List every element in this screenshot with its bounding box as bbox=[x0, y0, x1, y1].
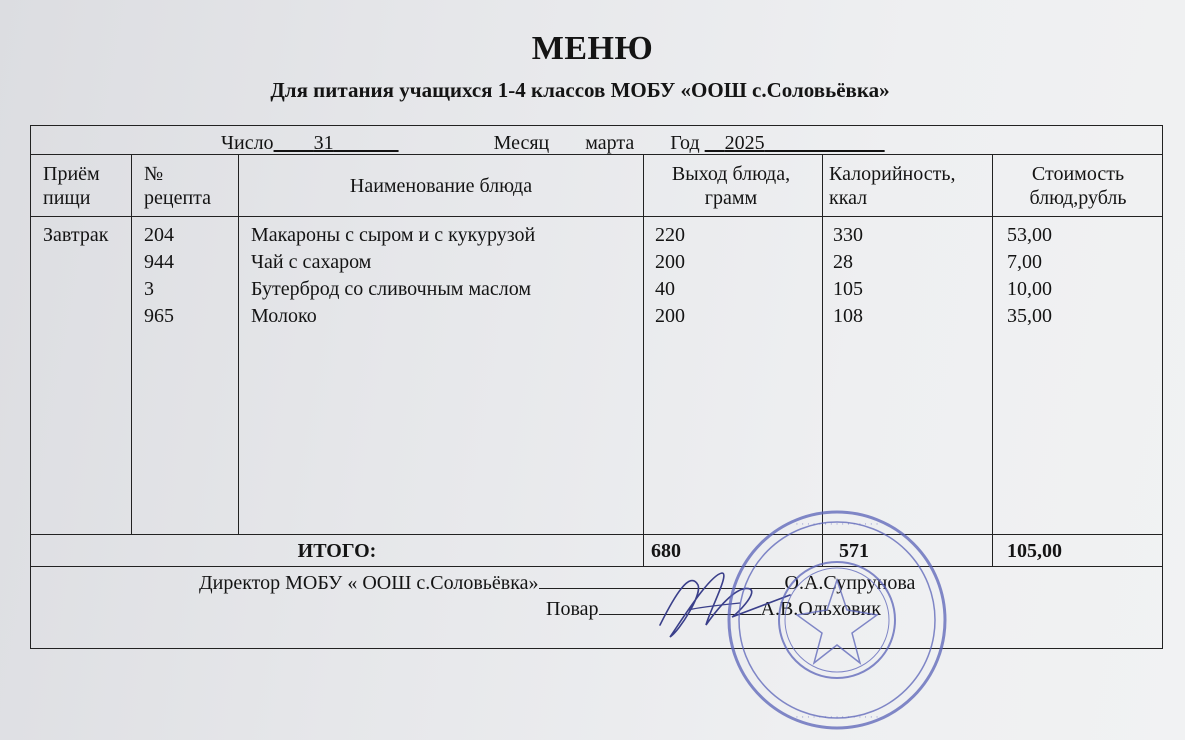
col-divider bbox=[643, 154, 644, 566]
col-divider bbox=[992, 154, 993, 566]
yield-cell: 220 bbox=[655, 224, 685, 246]
row-divider bbox=[31, 566, 1162, 567]
dish-cell: Макароны с сыром и с кукурузой bbox=[251, 224, 536, 246]
cost-cell: 7,00 bbox=[1007, 251, 1042, 273]
recipe-cell: 204 bbox=[144, 224, 174, 246]
dish-cell: Молоко bbox=[251, 305, 317, 327]
recipe-column bbox=[144, 222, 174, 330]
dish-cell: Бутерброд со сливочным маслом bbox=[251, 278, 531, 300]
total-calories: 571 bbox=[839, 540, 869, 562]
month-value: марта bbox=[585, 132, 635, 154]
yield-cell: 40 bbox=[655, 278, 675, 300]
yield-cell: 200 bbox=[655, 305, 685, 327]
calories-cell: 108 bbox=[833, 305, 863, 327]
recipe-cell: 3 bbox=[144, 278, 154, 300]
document-title: МЕНЮ bbox=[531, 30, 654, 67]
director-label: Директор МОБУ « ООШ с.Соловьёвка» bbox=[199, 572, 539, 594]
calories-cell: 330 bbox=[833, 224, 863, 246]
total-yield: 680 bbox=[651, 540, 681, 562]
director-name: О.А.Супрунова bbox=[784, 572, 916, 594]
year-label: Год bbox=[670, 132, 700, 154]
header-dish: Наименование блюда bbox=[349, 175, 533, 197]
recipe-cell: 944 bbox=[144, 251, 174, 273]
day-label: Число bbox=[221, 132, 274, 154]
yield-cell: 200 bbox=[655, 251, 685, 273]
round-stamp-image bbox=[722, 505, 952, 735]
total-cost: 105,00 bbox=[1007, 540, 1062, 562]
header-cost: Стоимость блюд,рубль bbox=[1029, 163, 1127, 209]
cost-cell: 10,00 bbox=[1007, 278, 1052, 300]
svg-text:· · · · · · · · · · · · · · ·: · · · · · · · · · · · · · · · bbox=[795, 520, 879, 530]
calories-cell: 28 bbox=[833, 251, 853, 273]
col-divider bbox=[131, 154, 132, 534]
cost-cell: 35,00 bbox=[1007, 305, 1052, 327]
cook-label: Повар bbox=[546, 598, 599, 620]
header-calories: Калорийность, ккал bbox=[829, 163, 956, 209]
meal-name: Завтрак bbox=[43, 224, 109, 246]
document-subtitle: Для питания учащихся 1-4 классов МОБУ «ООШ с.Соловьёвка» bbox=[270, 78, 890, 102]
total-label: ИТОГО: bbox=[297, 540, 377, 562]
header-recipe: № рецепта bbox=[144, 163, 212, 209]
col-divider bbox=[238, 154, 239, 534]
cost-cell: 53,00 bbox=[1007, 224, 1052, 246]
yield-column bbox=[655, 222, 685, 330]
header-yield: Выход блюда, грамм bbox=[671, 163, 791, 209]
dish-column bbox=[251, 222, 535, 330]
calories-column bbox=[833, 222, 863, 330]
month-label: Месяц bbox=[493, 132, 550, 154]
dish-cell: Чай с сахаром bbox=[251, 251, 372, 273]
menu-table bbox=[30, 125, 1163, 649]
calories-cell: 105 bbox=[833, 278, 863, 300]
cost-column bbox=[1007, 222, 1052, 330]
recipe-cell: 965 bbox=[144, 305, 174, 327]
svg-text:· · · · · · · · · · · · · · ·: · · · · · · · · · · · · · · · bbox=[795, 713, 879, 723]
year-value: 2025 bbox=[724, 132, 765, 154]
date-line bbox=[221, 130, 885, 156]
header-meal: Приём пищи bbox=[43, 163, 100, 209]
cook-name: А.В.Ольховик bbox=[760, 598, 881, 620]
day-value: 31 bbox=[313, 132, 334, 154]
